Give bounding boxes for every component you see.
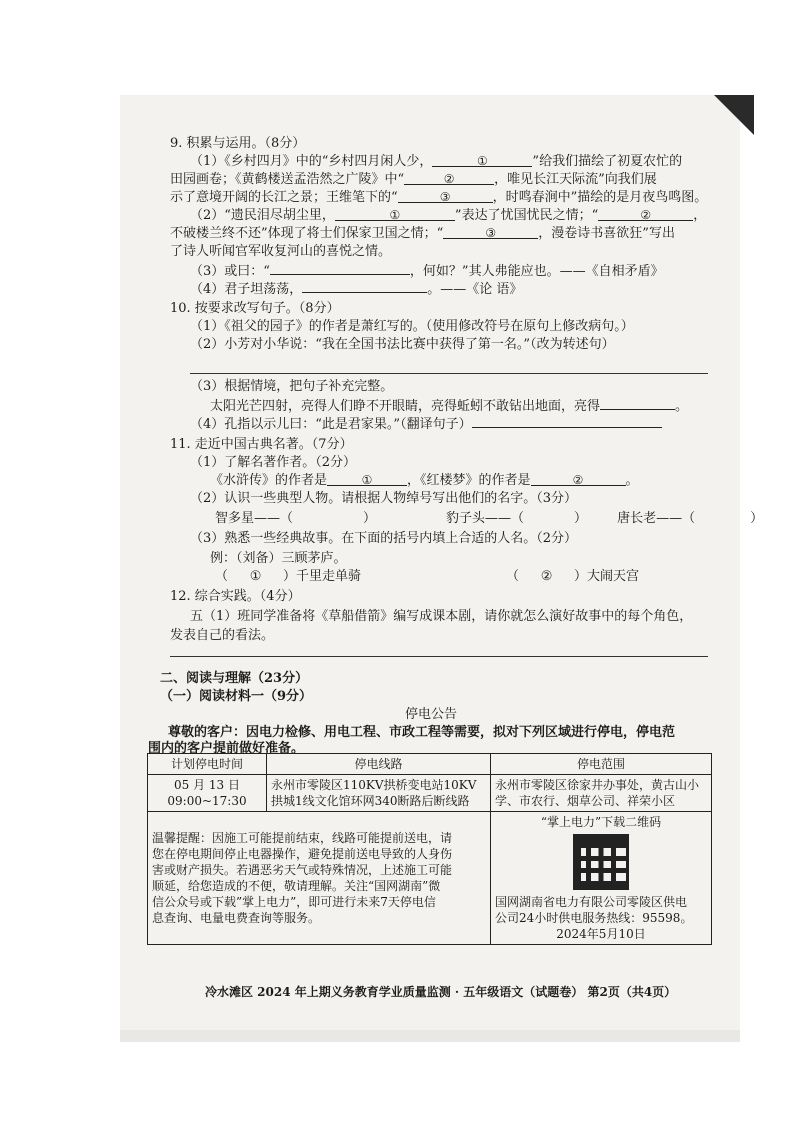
q11-line4: 智多星——（ ） 豹子头——（ ） 唐长老——（ ） xyxy=(215,511,764,526)
q11-line5: （3）熟悉一些经典故事。在下面的括号内填上合适的人名。（2分） xyxy=(190,531,578,546)
q11-line7: （ ① ）千里走单骑 （ ② ）大闹天宫 xyxy=(215,569,640,584)
q10-answer-line1[interactable] xyxy=(190,373,708,374)
cell-time: 05 月 13 日 09:00~17:30 xyxy=(148,775,267,812)
q9-blank4[interactable]: ① xyxy=(335,207,455,221)
q9-blank2[interactable]: ② xyxy=(404,171,494,185)
header-line: 停电线路 xyxy=(267,754,491,775)
page-corner-shadow xyxy=(714,95,754,135)
q11-line3: （2）认识一些典型人物。请根据人物绰号写出他们的名字。（3分） xyxy=(190,491,578,506)
q12-title: 12. 综合实践。（4分） xyxy=(170,589,301,604)
qr-code-icon[interactable] xyxy=(573,834,629,890)
q11-title: 11. 走近中国古典名著。（7分） xyxy=(170,437,353,452)
outage-table xyxy=(147,753,712,945)
q9-line4: （2）“遗民泪尽胡尘里， ① ”表达了忧国忧民之情；“ ② ， xyxy=(190,208,707,223)
issue-date: 2024年5月10日 xyxy=(556,927,646,941)
q10-line4: 太阳光芒四射，亮得人们睁不开眼睛，亮得蚯蚓不敢钻出地面，亮得 。 xyxy=(210,396,688,415)
q9-blank5[interactable]: ② xyxy=(598,207,693,221)
q9-line1: （1）《乡村四月》中的“乡村四月闲人少， ① ”给我们描绘了初夏农忙的 xyxy=(190,154,683,169)
q10-line2: （2）小芳对小华说：“我在全国书法比赛中获得了第一名。”（改为转述句） xyxy=(190,337,615,352)
q12-line1: 五（1）班同学准备将《草船借箭》编写成课本剧，请你就怎么演好故事中的每个角色， xyxy=(190,609,693,624)
q9-blank3[interactable]: ③ xyxy=(398,189,493,203)
notice-intro1: 尊敬的客户：因电力检修、用电工程、市政工程等需要，拟对下列区域进行停电，停电范 xyxy=(168,725,676,740)
q11-line6: 例：（刘备）三顾茅庐。 xyxy=(210,551,347,566)
cell-tips: 温馨提醒：因施工可能提前结束，线路可能提前送电，请 您在停电期间停止电器操作，避免提前送电导致的人身伤 害或财产损失。若遇恶劣天气或特殊情况，上述施工可能 顺延，给您造成的不便，敬请理解。关注“国网湖南”微 信公众号或下载”掌上电力”，即可进行未来7天停电信 息查询、电量电费查询等服务。 xyxy=(148,812,491,945)
header-time: 计划停电时间 xyxy=(148,754,267,775)
q9-line5: 不破楼兰终不还”体现了将士们保家卫国之情；“ ③ ，漫卷诗书喜欲狂”写出 xyxy=(170,226,675,241)
q9-line8: （4）君子坦荡荡， 。——《论 语》 xyxy=(190,279,522,298)
q9-blank1[interactable]: ① xyxy=(432,153,532,167)
cell-contact: “掌上电力”下载二维码 国网湖南省电力有限公司零陵区供电 公司24小时供电服务热线：95598。 2024年5月10日 xyxy=(491,812,712,945)
paper-edge xyxy=(120,1030,740,1042)
notice-title: 停电公告 xyxy=(405,707,458,722)
q10-line3: （3）根据情境，把句子补充完整。 xyxy=(190,379,394,394)
q12-line2: 发表自己的看法。 xyxy=(170,628,275,643)
cell-range: 永州市零陵区徐家井办事处，黄古山小 学、市农行、烟草公司、祥荣小区 xyxy=(491,775,712,812)
q11-blank3[interactable]: ① xyxy=(249,569,262,584)
section2-subtitle: （一）阅读材料一（9分） xyxy=(160,689,313,704)
q9-blank8[interactable] xyxy=(302,279,427,293)
q10-translate-blank[interactable] xyxy=(472,414,662,428)
q9-line6: 了诗人听闻官军收复河山的喜悦之情。 xyxy=(170,244,392,259)
q9-line2: 田园画卷；《黄鹤楼送孟浩然之广陵》中“ ② ，唯见长江天际流”向我们展 xyxy=(170,172,657,187)
q9-blank7[interactable] xyxy=(270,261,410,275)
qr-label: “掌上电力”下载二维码 xyxy=(540,815,662,829)
q11-blank4[interactable]: ② xyxy=(540,569,553,584)
cell-line: 永州市零陵区110KV拱桥变电站10KV 拱城1线文化馆环网340断路后断线路 xyxy=(267,775,491,812)
q10-line1: （1）《祖父的园子》的作者是萧红写的。（使用修改符号在原句上修改病句。） xyxy=(190,319,634,334)
q11-line1: （1）了解名著作者。（2分） xyxy=(190,455,357,470)
page-footer: 冷水滩区 2024 年上期义务教育学业质量监测 · 五年级语文（试题卷） 第2页（共4页） xyxy=(205,985,677,999)
q11-line2: 《水浒传》的作者是 ① ，《红楼梦》的作者是 ② 。 xyxy=(210,473,639,488)
section2-title: 二、阅读与理解（23分） xyxy=(160,671,309,686)
q12-answer-line[interactable] xyxy=(170,656,708,657)
q9-title: 9. 积累与运用。（8分） xyxy=(170,136,306,151)
q9-blank6[interactable]: ③ xyxy=(443,225,538,239)
q10-title: 10. 按要求改写句子。（8分） xyxy=(170,301,340,316)
q9-line3: 示了意境开阔的长江之景；王维笔下的“ ③ ，时鸣春涧中”描绘的是月夜鸟鸣图。 xyxy=(170,190,708,205)
q9-line7: （3）或曰：“ ，何如？”其人弗能应也。——《自相矛盾》 xyxy=(190,261,664,280)
header-range: 停电范围 xyxy=(491,754,712,775)
q11-blank1[interactable]: ① xyxy=(327,472,407,486)
q11-blank2[interactable]: ② xyxy=(531,472,626,486)
q10-blank[interactable] xyxy=(600,396,675,410)
notice-intro2: 围内的客户提前做好准备。 xyxy=(148,741,305,756)
q10-line5: （4）孔指以示儿曰：“此是君家果。”（翻译句子） xyxy=(190,414,662,433)
